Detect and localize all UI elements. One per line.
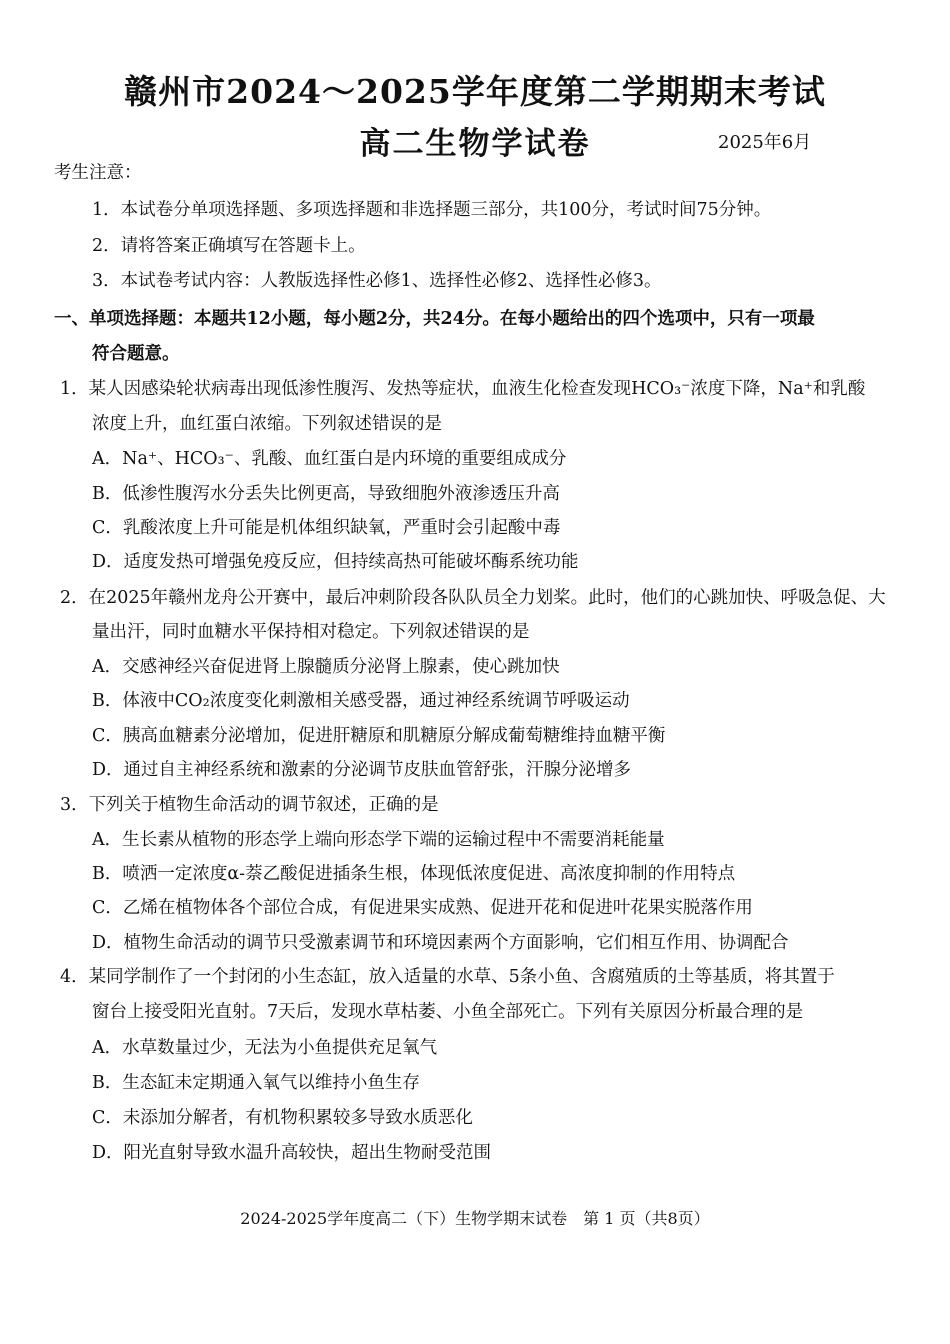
- option-b: B．体液中CO₂浓度变化刺激相关感受器，通过神经系统调节呼吸运动: [92, 691, 630, 711]
- notice-item: 1．本试卷分单项选择题、多项选择题和非选择题三部分，共100分，考试时间75分钟。: [92, 200, 772, 220]
- option-c: C．未添加分解者，有机物积累较多导致水质恶化: [92, 1108, 473, 1128]
- option-d: D．适度发热可增强免疫反应，但持续高热可能破坏酶系统功能: [92, 552, 579, 572]
- option-b: B．喷洒一定浓度α-萘乙酸促进插条生根，体现低浓度促进、高浓度抑制的作用特点: [92, 864, 736, 884]
- option-d: D．植物生命活动的调节只受激素调节和环境因素两个方面影响，它们相互作用、协调配合: [92, 933, 789, 953]
- option-a: A．水草数量过少，无法为小鱼提供充足氧气: [92, 1038, 438, 1058]
- question-stem: 3．下列关于植物生命活动的调节叙述，正确的是: [60, 795, 439, 815]
- exam-subtitle: 高二生物学试卷: [359, 126, 591, 162]
- option-a: A．交感神经兴奋促进肾上腺髓质分泌肾上腺素，使心跳加快: [92, 657, 560, 677]
- section-heading: 一、单项选择题：本题共12小题，每小题2分，共24分。在每小题给出的四个选项中，只有一项最: [54, 309, 815, 329]
- section-heading-cont: 符合题意。: [92, 344, 180, 364]
- option-b: B．生态缸未定期通入氧气以维持小鱼生存: [92, 1073, 420, 1093]
- option-a: A．生长素从植物的形态学上端向形态学下端的运输过程中不需要消耗能量: [92, 830, 665, 850]
- option-b: B．低渗性腹泻水分丢失比例更高，导致细胞外液渗透压升高: [92, 484, 560, 504]
- notice-item: 2．请将答案正确填写在答题卡上。: [92, 236, 366, 256]
- question-stem-cont: 量出汗，同时血糖水平保持相对稳定。下列叙述错误的是: [92, 622, 530, 642]
- question-stem: 4．某同学制作了一个封闭的小生态缸，放入适量的水草、5条小鱼、含腐殖质的土等基质，将其置于: [60, 967, 835, 987]
- notice-item: 3．本试卷考试内容：人教版选择性必修1、选择性必修2、选择性必修3。: [92, 271, 662, 291]
- exam-title: 赣州市2024～2025学年度第二学期期末考试: [124, 72, 826, 111]
- option-d: D．通过自主神经系统和激素的分泌调节皮肤血管舒张，汗腺分泌增多: [92, 760, 632, 780]
- option-d: D．阳光直射导致水温升高较快，超出生物耐受范围: [92, 1143, 492, 1163]
- page-footer: 2024-2025学年度高二（下）生物学期末试卷 第 1 页（共8页）: [240, 1209, 710, 1228]
- option-c: C．胰高血糖素分泌增加，促进肝糖原和肌糖原分解成葡萄糖维持血糖平衡: [92, 726, 666, 746]
- exam-date: 2025年6月: [718, 132, 812, 153]
- question-stem-cont: 窗台上接受阳光直射。7天后，发现水草枯萎、小鱼全部死亡。下列有关原因分析最合理的是: [92, 1002, 804, 1022]
- option-c: C．乳酸浓度上升可能是机体组织缺氧，严重时会引起酸中毒: [92, 518, 561, 538]
- option-c: C．乙烯在植物体各个部位合成，有促进果实成熟、促进开花和促进叶花果实脱落作用: [92, 898, 753, 918]
- option-a: A．Na⁺、HCO₃⁻、乳酸、血红蛋白是内环境的重要组成成分: [92, 449, 567, 469]
- question-stem: 2．在2025年赣州龙舟公开赛中，最后冲刺阶段各队队员全力划桨。此时，他们的心跳加快、呼吸急促、大: [60, 588, 886, 608]
- notice-heading: 考生注意：: [54, 163, 142, 183]
- question-stem: 1．某人因感染轮状病毒出现低渗性腹泻、发热等症状，血液生化检查发现HCO₃⁻浓度下降，Na⁺和乳酸: [60, 379, 866, 399]
- question-stem-cont: 浓度上升，血红蛋白浓缩。下列叙述错误的是: [92, 414, 442, 434]
